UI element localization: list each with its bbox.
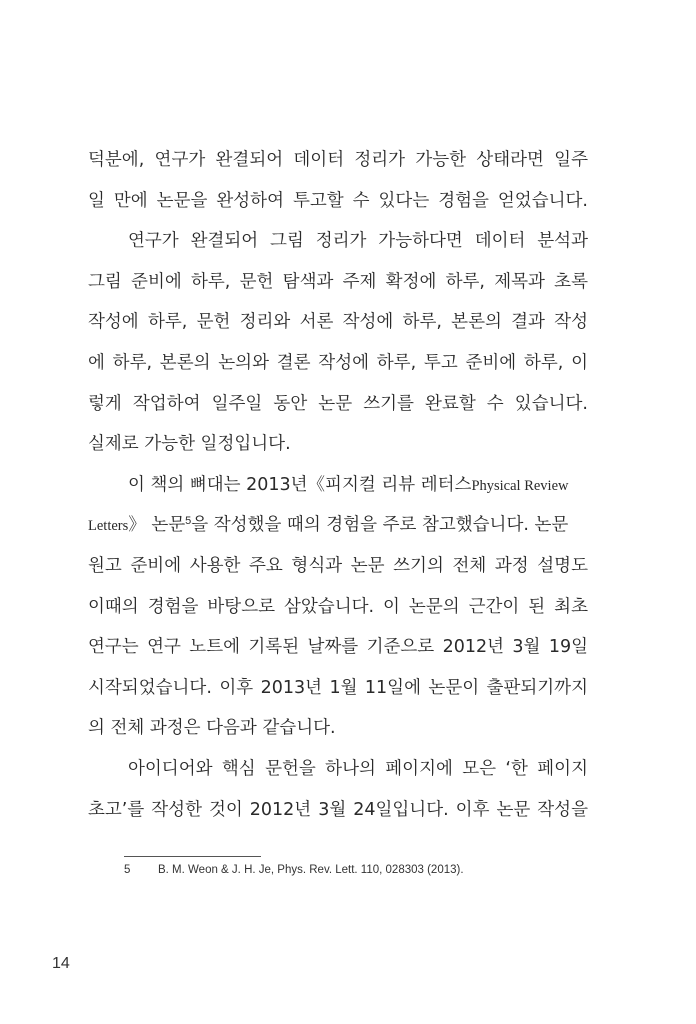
text-segment: 》 논문 [128, 515, 186, 536]
footnote-marker: 5 [185, 515, 192, 528]
page-number: 14 [52, 955, 70, 972]
text-line [88, 469, 588, 510]
text-line: 덕분에, 연구가 완결되어 데이터 정리가 가능한 상태라면 일주 [88, 150, 588, 170]
text-line: 이때의 경험을 바탕으로 삼았습니다. 이 논문의 근간이 된 최초 [88, 596, 588, 617]
footnote [124, 864, 464, 876]
text-line: 일 만에 논문을 완성하여 투고할 수 있다는 경험을 얻었습니다. [88, 190, 588, 211]
latin-journal-name: Letters [88, 518, 129, 535]
text-line: 연구는 연구 노트에 기록된 날짜를 기준으로 2012년 3월 19일 [88, 637, 588, 658]
text-segment: 이 책의 뼈대는 2013년《피지컬 리뷰 레터스 [128, 474, 472, 495]
text-line: 작성에 하루, 문헌 정리와 서론 작성에 하루, 본론의 결과 작성 [88, 312, 588, 333]
text-line: 에 하루, 본론의 논의와 결론 작성에 하루, 투고 준비에 하루, 이 [88, 352, 588, 373]
text-line: 연구가 완결되어 그림 정리가 가능하다면 데이터 분석과 [128, 231, 588, 252]
latin-journal-name: Physical Review [471, 477, 569, 494]
text-line: 실제로 가능한 일정입니다. [88, 434, 291, 455]
text-line: 초고’를 작성한 것이 2012년 3월 24일입니다. 이후 논문 작성을 [88, 799, 588, 820]
text-line [88, 509, 588, 550]
text-line: 의 전체 과정은 다음과 같습니다. [88, 718, 336, 739]
body-text [88, 144, 588, 834]
footnote-number: 5 [124, 864, 131, 876]
text-line: 원고 준비에 사용한 주요 형식과 논문 쓰기의 전체 과정 설명도 [88, 555, 588, 576]
text-line: 렇게 작업하여 일주일 동안 논문 쓰기를 완료할 수 있습니다. [88, 393, 588, 414]
text-line: 아이디어와 핵심 문헌을 하나의 페이지에 모은 ‘한 페이지 [128, 758, 588, 779]
footnote-text: B. M. Weon & J. H. Je, Phys. Rev. Lett. 110, 028303 (2013). [158, 864, 464, 876]
text-line: 그림 준비에 하루, 문헌 탐색과 주제 확정에 하루, 제목과 초록 [88, 271, 588, 292]
footnote-divider [124, 856, 261, 857]
text-line: 시작되었습니다. 이후 2013년 1월 11일에 논문이 출판되기까지 [88, 677, 588, 698]
text-segment: 을 작성했을 때의 경험을 주로 참고했습니다. 논문 [191, 515, 569, 536]
